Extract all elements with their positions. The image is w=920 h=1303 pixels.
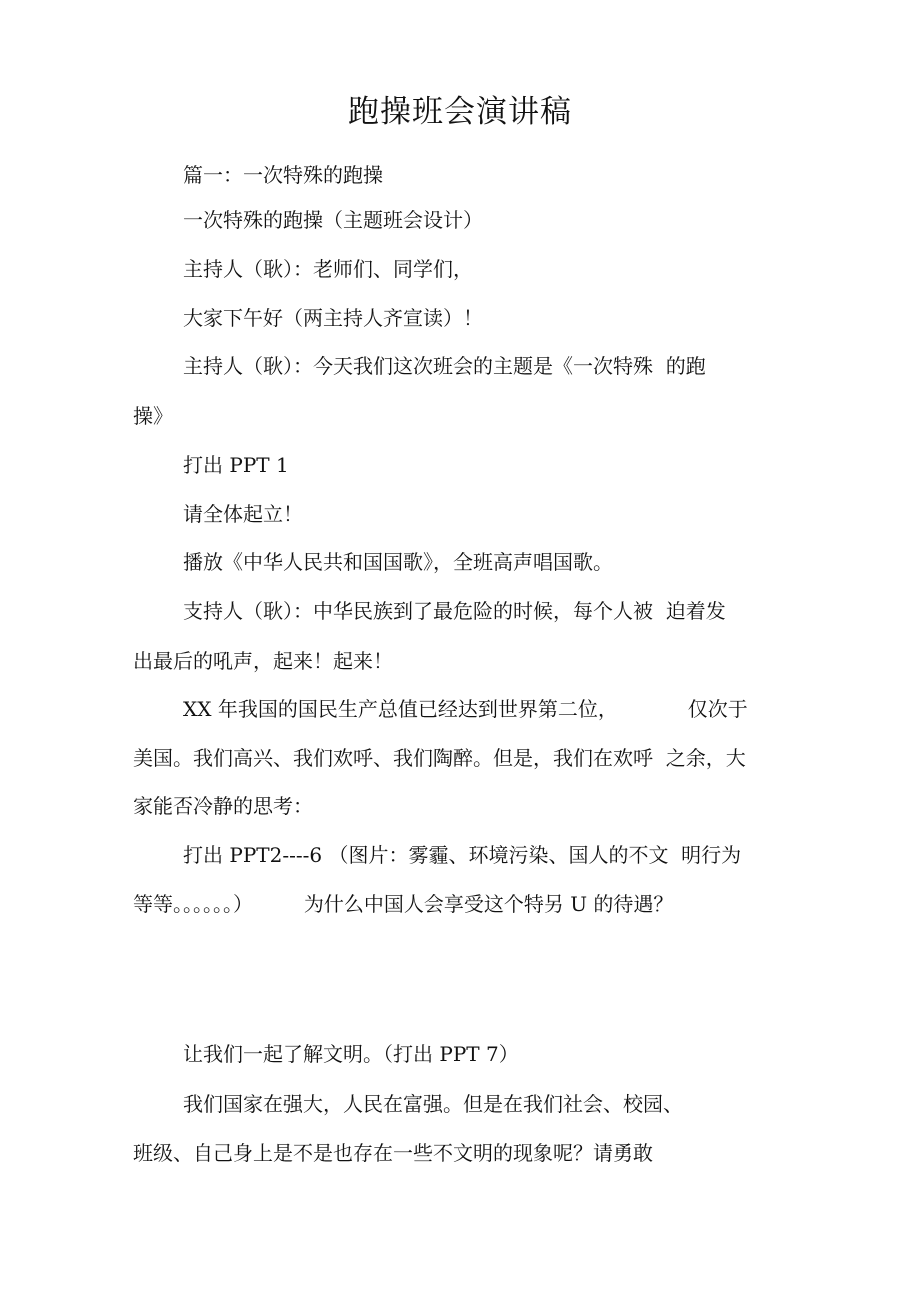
paragraph-line: 打出 PPT2----6 （图片：雾霾、环境污染、国人的不文 明行为 xyxy=(183,843,742,867)
paragraph-line: 请全体起立！ xyxy=(183,502,303,526)
paragraph-line: 操》 xyxy=(133,404,173,428)
paragraph-line: 播放《中华人民共和国国歌》，全班高声唱国歌。 xyxy=(183,550,613,574)
paragraph-line: XX 年我国的国民生产总值已经达到世界第二位， 仅次于 xyxy=(183,697,748,721)
paragraph-line: 出最后的吼声，起来！起来！ xyxy=(133,649,393,673)
paragraph-line: 大家下午好（两主持人齐宣读）！ xyxy=(183,306,483,330)
paragraph-line: 等等。。。。。。） 为什么中国人会享受这个特另 U 的待遇？ xyxy=(133,892,674,916)
paragraph-line: 家能否冷静的思考： xyxy=(133,794,313,818)
document-title: 跑操班会演讲稿 xyxy=(348,94,572,130)
subtitle-line: 一次特殊的跑操（主题班会设计） xyxy=(183,208,483,232)
paragraph-line: 主持人（耿）：老师们、同学们， xyxy=(183,257,473,281)
paragraph-line: 我们国家在强大，人民在富强。但是在我们社会、校园、 xyxy=(183,1092,683,1116)
paragraph-line: 让我们一起了解文明。（打出 PPT 7） xyxy=(183,1042,519,1066)
paragraph-line: 班级、自己身上是不是也存在一些不文明的现象呢？请勇敢 xyxy=(133,1141,653,1165)
paragraph-line: 美国。我们高兴、我们欢呼、我们陶醉。但是，我们在欢呼 之余，大 xyxy=(133,746,746,770)
section-heading: 篇一：一次特殊的跑操 xyxy=(183,163,383,187)
paragraph-line: 主持人（耿）：今天我们这次班会的主题是《一次特殊 的跑 xyxy=(183,354,706,378)
paragraph-line: 打出 PPT 1 xyxy=(183,453,289,477)
paragraph-line: 支持人（耿）：中华民族到了最危险的时候，每个人被 迫着发 xyxy=(183,599,726,623)
